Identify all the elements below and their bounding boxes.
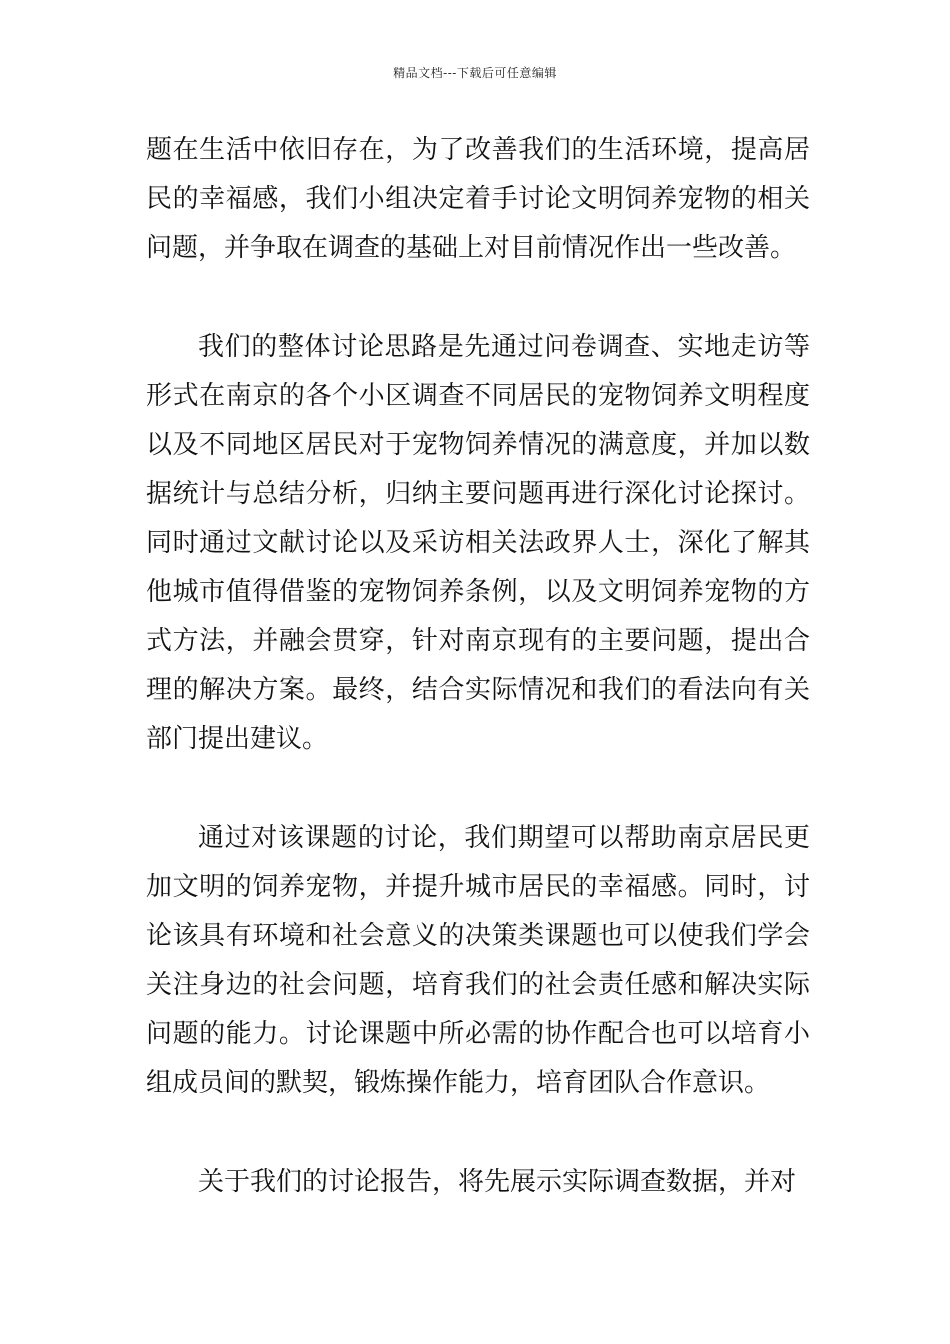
paragraph-report-intro: 关于我们的讨论报告，将先展示实际调查数据，并对 [198,1167,797,1197]
document-body [146,126,810,1207]
paragraph-discussion-approach: 我们的整体讨论思路是先通过问卷调查、实地走访等形式在南京的各个小区调查不同居民的宠物饲养文明程度以及不同地区居民对于宠物饲养情况的满意度，并加以数据统计与总结分析，归纳主要问题再进行深化讨论探讨。同时通过文献讨论以及采访相关法政界人士，深化了解其他城市值得借鉴的宠物饲养条例，以及文明饲养宠物的方式方法，并融会贯穿，针对南京现有的主要问题，提出合理的解决方案。最终，结合实际情况和我们的看法向有关部门提出建议。 [146,332,810,754]
paragraph-gap [146,764,810,814]
paragraph-continuation: 题在生活中依旧存在，为了改善我们的生活环境，提高居民的幸福感，我们小组决定着手讨论文明饲养宠物的相关问题，并争取在调查的基础上对目前情况作出一些改善。 [146,135,810,263]
paragraph-gap [146,273,810,323]
paragraph-gap [146,1108,810,1158]
page-header: 精品文档---下载后可任意编辑 [393,66,557,80]
paragraph-expected-outcome: 通过对该课题的讨论，我们期望可以帮助南京居民更加文明的饲养宠物，并提升城市居民的幸福感。同时，讨论该具有环境和社会意义的决策类课题也可以使我们学会关注身边的社会问题，培育我们的社会责任感和解决实际问题的能力。讨论课题中所必需的协作配合也可以培育小组成员间的默契，锻炼操作能力，培育团队合作意识。 [146,823,810,1098]
